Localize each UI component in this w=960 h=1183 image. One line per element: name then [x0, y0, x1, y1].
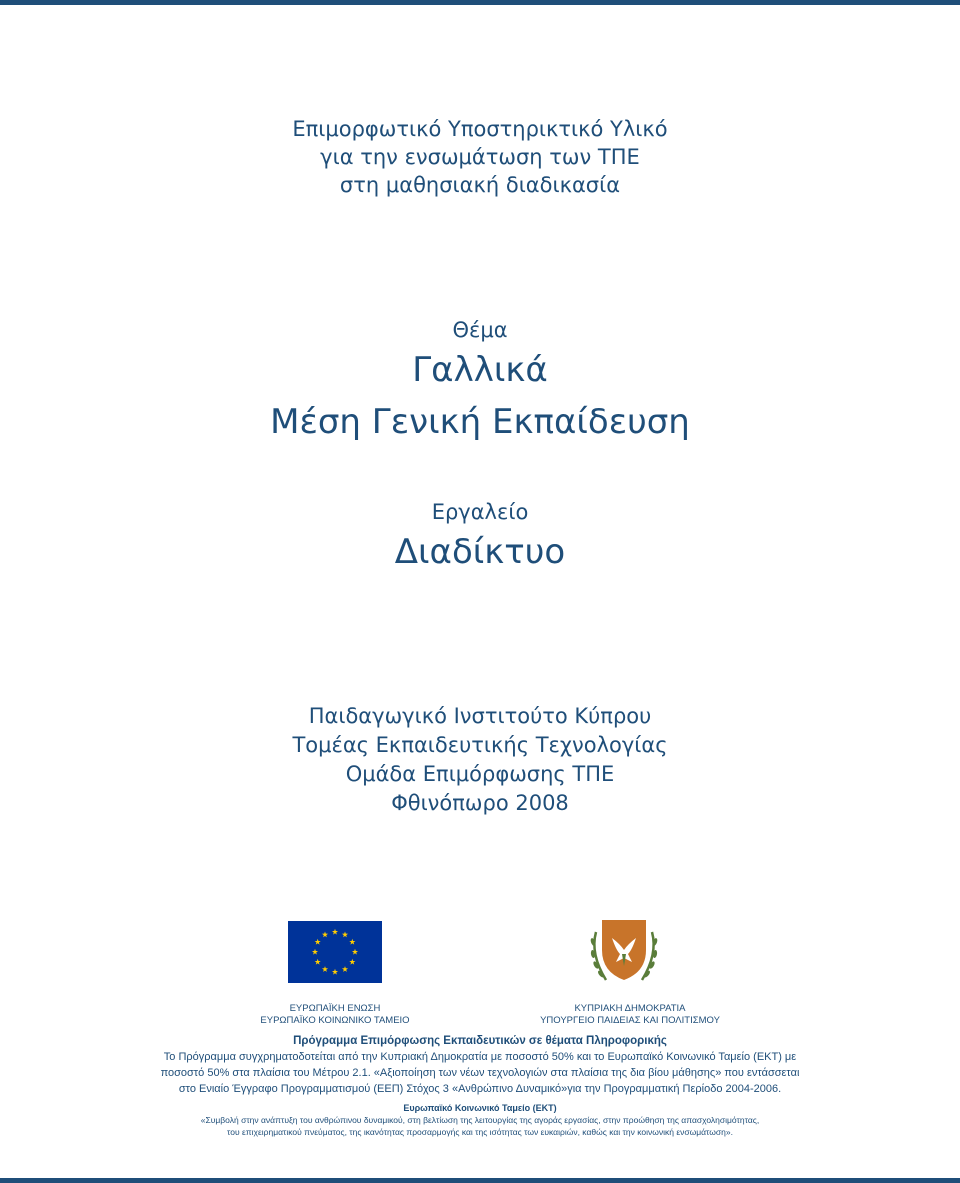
programme-title: Πρόγραμμα Επιμόρφωσης Εκπαιδευτικών σε θέματα Πληροφορικής [293, 1035, 667, 1047]
header-line-1: Επιμορφωτικό Υποστηρικτικό Υλικό [292, 117, 668, 141]
header-line-2: για την ενσωμάτωση των ΤΠΕ [320, 145, 640, 169]
institute-block [0, 702, 960, 818]
cy-caption-line-2: ΥΠΟΥΡΓΕΙΟ ΠΑΙΔΕΙΑΣ ΚΑΙ ΠΟΛΙΤΙΣΜΟΥ [540, 1015, 720, 1026]
cy-caption-line-1: ΚΥΠΡΙΑΚΗ ΔΗΜΟΚΡΑΤΙΑ [574, 1003, 686, 1014]
bottom-border [0, 1178, 960, 1183]
institute-line-1: Παιδαγωγικό Ινστιτούτο Κύπρου [308, 704, 652, 728]
eu-caption-line-2: ΕΥΡΩΠΑΪΚΟ ΚΟΙΝΩΝΙΚΟ ΤΑΜΕΙΟ [260, 1015, 410, 1026]
top-border [0, 0, 960, 5]
programme-line-3: στο Ενιαίο Έγγραφο Προγραμματισμού (ΕΕΠ) Στόχος 3 «Ανθρώπινο Δυναμικό»για την Προγραμματική Περίοδο 2004-2006. [178, 1083, 782, 1095]
institute-line-3: Ομάδα Επιμόρφωσης ΤΠΕ [345, 762, 615, 786]
eu-logo-caption [230, 1003, 440, 1027]
theme-label: Θέμα [452, 318, 508, 342]
eu-flag-logo [288, 921, 382, 983]
programme-line-1: Το Πρόγραμμα συγχρηματοδοτείται από την Κυπριακή Δημοκρατία με ποσοστό 50% και το Ευρωπαϊκό Κοινωνικό Ταμείο (ΕΚΤ) με [163, 1051, 797, 1063]
fund-line-2: του επιχειρηματικού πνεύματος, της ικανότητας προσαρμογής και της ισότητας των ευκαιριών, καθώς και την κοινωνική ενσωμάτωση». [226, 1127, 733, 1137]
tool-name: Διαδίκτυο [394, 532, 566, 572]
programme-block [0, 1033, 960, 1097]
fund-block [0, 1102, 960, 1138]
theme-level: Μέση Γενική Εκπαίδευση [270, 402, 690, 442]
institute-line-4: Φθινόπωρο 2008 [391, 791, 569, 815]
theme-subject: Γαλλικά [412, 350, 548, 390]
cyprus-emblem-logo [584, 914, 664, 988]
cyprus-logo-caption [530, 1003, 730, 1027]
tool-label: Εργαλείο [431, 500, 529, 524]
header-line-3: στη μαθησιακή διαδικασία [339, 173, 621, 197]
fund-line-1: «Συμβολή στην ανάπτυξη του ανθρώπινου δυναμικού, στη βελτίωση της λειτουργίας της αγοράς εργασίας, στην προώθηση της απασχολησιμότητας, [200, 1115, 760, 1125]
programme-line-2: ποσοστό 50% στα πλαίσια του Μέτρου 2.1. «Αξιοποίηση των νέων τεχνολογιών στα πλαίσια της δια βίου μάθησης» που εντάσσεται [160, 1067, 800, 1079]
institute-line-2: Τομέας Εκπαιδευτικής Τεχνολογίας [292, 733, 668, 757]
eu-caption-line-1: ΕΥΡΩΠΑΪΚΗ ΕΝΩΣΗ [289, 1003, 381, 1014]
document-header [0, 115, 960, 199]
fund-title: Ευρωπαϊκό Κοινωνικό Ταμείο (ΕΚΤ) [403, 1103, 557, 1113]
